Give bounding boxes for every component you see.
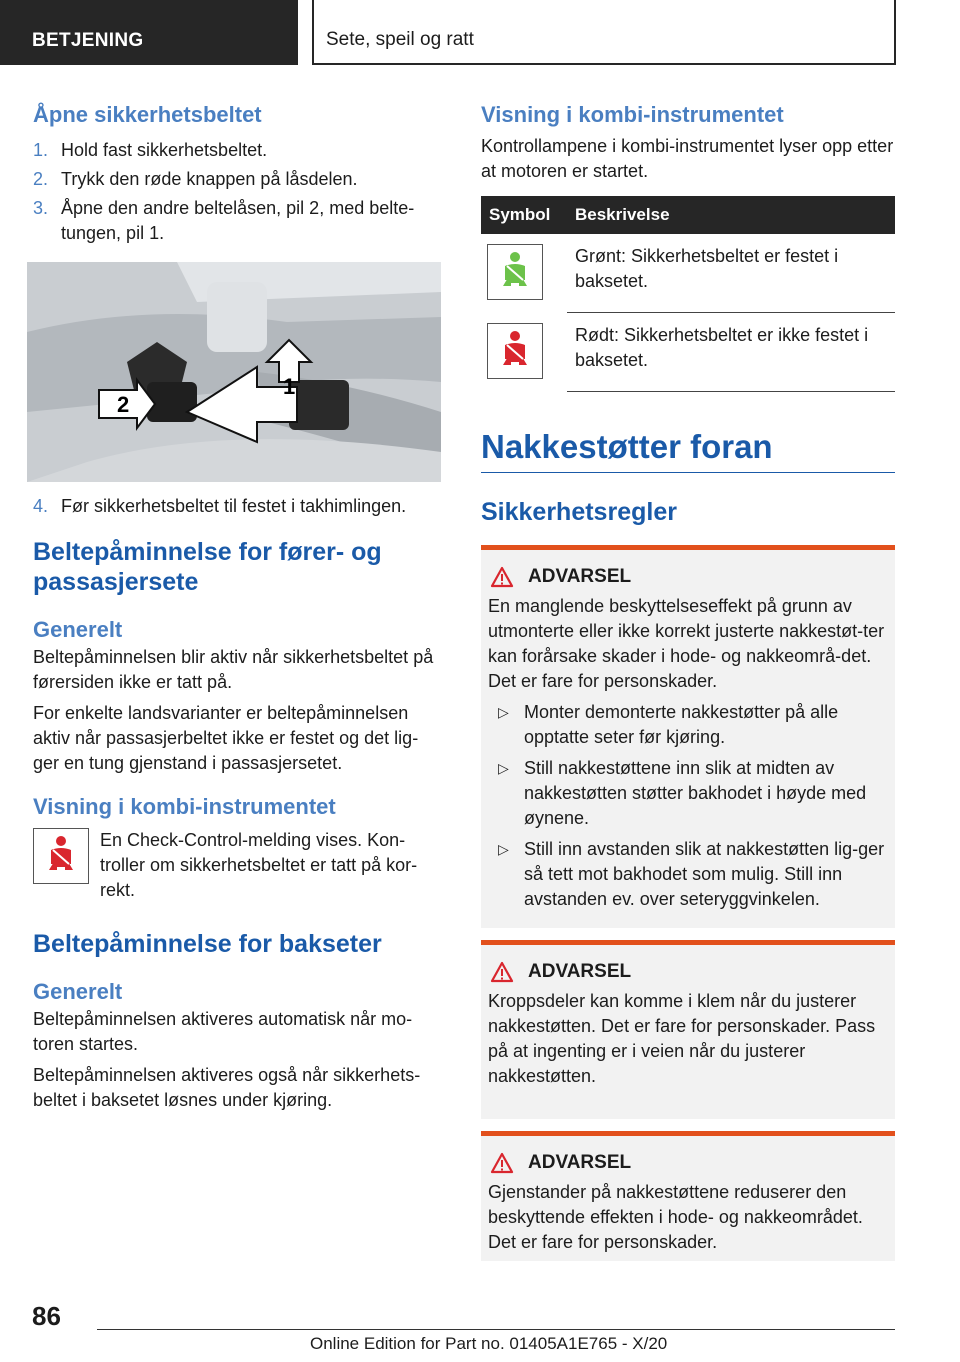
warning-label: ADVARSEL bbox=[528, 1152, 632, 1173]
left-column bbox=[33, 100, 443, 1113]
display-row bbox=[33, 828, 443, 903]
list-item: ▷ Still inn avstanden slik at nakkestøtten lig-ger så tett mot bakhodet som mulig. Still inn avstanden ev. over seteryggvinkelen. bbox=[498, 839, 885, 909]
right-column bbox=[481, 100, 895, 1261]
display-heading: Visning i kombi-instrumentet bbox=[481, 102, 784, 127]
table-cell: Rødt: Sikkerhetsbeltet er ikke festet i baksetet. bbox=[567, 313, 895, 392]
warning-title bbox=[488, 959, 887, 985]
photo-label-2: 2 bbox=[117, 392, 130, 417]
list-item: ▷ Monter demonterte nakkestøtter på alle opptatte seter før kjøring. bbox=[498, 702, 839, 747]
warning-label: ADVARSEL bbox=[528, 961, 632, 982]
triangle-bullet-icon: ▷ bbox=[498, 841, 509, 857]
table-cell bbox=[481, 234, 567, 313]
warning-box bbox=[481, 545, 895, 928]
buckle-drawing bbox=[27, 262, 441, 482]
headrest-heading-block bbox=[481, 426, 895, 473]
table-cell bbox=[481, 313, 567, 392]
chapter-tab bbox=[312, 0, 896, 65]
list-item: 2. Trykk den røde knappen på låsdelen. bbox=[33, 169, 358, 189]
list-item: 1. Hold fast sikkerhetsbeltet. bbox=[33, 140, 268, 160]
section-tab bbox=[0, 0, 298, 65]
warning-box bbox=[481, 940, 895, 1119]
warning-text: Kroppsdeler kan komme i klem når du justerer nakkestøtten. Det er fare for personskader. Pass på at ingenting er i veien når du justerer nakkestøtten. bbox=[488, 991, 876, 1086]
warning-title bbox=[488, 564, 887, 590]
reminder-front-heading: Beltepåminnelse for fører- og passasjersete bbox=[33, 538, 382, 596]
warning-bullets bbox=[488, 700, 887, 912]
open-belt-steps bbox=[33, 138, 443, 246]
warning-triangle-icon bbox=[490, 566, 514, 588]
general-paragraph: Beltepåminnelsen aktiveres også når sikkerhets-beltet i baksetet løsnes under kjøring. bbox=[33, 1065, 421, 1110]
warning-title bbox=[488, 1150, 887, 1176]
list-item: 3. Åpne den andre beltelåsen, pil 2, med belte-tungen, pil 1. bbox=[33, 198, 415, 243]
general-paragraph: Beltepåminnelsen aktiveres automatisk når mo-toren startes. bbox=[33, 1009, 413, 1054]
safety-heading: Sikkerhetsregler bbox=[481, 498, 677, 526]
table-row bbox=[481, 313, 895, 392]
display-intro: Kontrollampene i kombi-instrumentet lyser opp etter at motoren er startet. bbox=[481, 136, 894, 181]
photo-label-1: 1 bbox=[283, 374, 296, 399]
table-cell: Grønt: Sikkerhetsbeltet er festet i baksetet. bbox=[567, 234, 895, 313]
seatbelt-green-icon bbox=[487, 244, 543, 300]
warning-text: Gjenstander på nakkestøttene reduserer den beskyttende effekten i hode- og nakkeområdet. Det er fare for personskader. bbox=[488, 1182, 863, 1252]
general-paragraph: Beltepåminnelsen blir aktiv når sikkerhetsbeltet på førersiden ikke er tatt på. bbox=[33, 647, 434, 692]
footer-divider bbox=[97, 1329, 895, 1330]
seatbelt-buckle-illustration bbox=[27, 262, 441, 482]
seatbelt-warning-icon bbox=[33, 828, 89, 884]
list-item: 4. Før sikkerhetsbeltet til festet i takhimlingen. bbox=[33, 496, 407, 516]
chapter-title: Sete, speil og ratt bbox=[326, 29, 474, 50]
table-header-row bbox=[481, 196, 895, 234]
general-paragraph: For enkelte landsvarianter er beltepåminnelsen aktiv når passasjerbeltet ikke er festet og det lig-ger en tung gjenstand i passasjersetet. bbox=[33, 703, 419, 773]
open-belt-heading: Åpne sikkerhetsbeltet bbox=[33, 102, 262, 127]
headrest-heading: Nakkestøtter foran bbox=[481, 428, 773, 465]
reminder-rear-heading: Beltepåminnelse for bakseter bbox=[33, 930, 382, 958]
seatbelt-red-icon bbox=[487, 323, 543, 379]
general-heading: Generelt bbox=[33, 617, 123, 642]
display-heading: Visning i kombi-instrumentet bbox=[33, 794, 336, 819]
general-heading: Generelt bbox=[33, 979, 123, 1004]
table-header: Symbol bbox=[481, 196, 567, 234]
warning-box bbox=[481, 1131, 895, 1261]
display-text: En Check-Control-melding vises. Kon-troller om sikkerhetsbeltet er tatt på kor-rekt. bbox=[100, 830, 418, 900]
triangle-bullet-icon: ▷ bbox=[498, 760, 509, 776]
warning-triangle-icon bbox=[490, 1152, 514, 1174]
section-title: BETJENING bbox=[32, 30, 144, 51]
footer-edition: Online Edition for Part no. 01405A1E765 - X/20 bbox=[310, 1334, 668, 1353]
open-belt-step-4 bbox=[33, 494, 443, 519]
warning-triangle-icon bbox=[490, 961, 514, 983]
warning-text: En manglende beskyttelseseffekt på grunn av utmonterte eller ikke korrekt justerte nakkestøt-ter kan forårsake skader i hode- og nakkeområ-det. Det er fare for personskader. bbox=[488, 596, 885, 691]
triangle-bullet-icon: ▷ bbox=[498, 704, 509, 720]
warning-label: ADVARSEL bbox=[528, 566, 632, 587]
list-item: ▷ Still nakkestøttene inn slik at midten av nakkestøtten støtter bakhodet i høyde med øynene. bbox=[498, 758, 867, 828]
symbol-table bbox=[481, 196, 895, 392]
table-row bbox=[481, 234, 895, 313]
page-number: 86 bbox=[32, 1301, 61, 1331]
table-header: Beskrivelse bbox=[567, 196, 895, 234]
